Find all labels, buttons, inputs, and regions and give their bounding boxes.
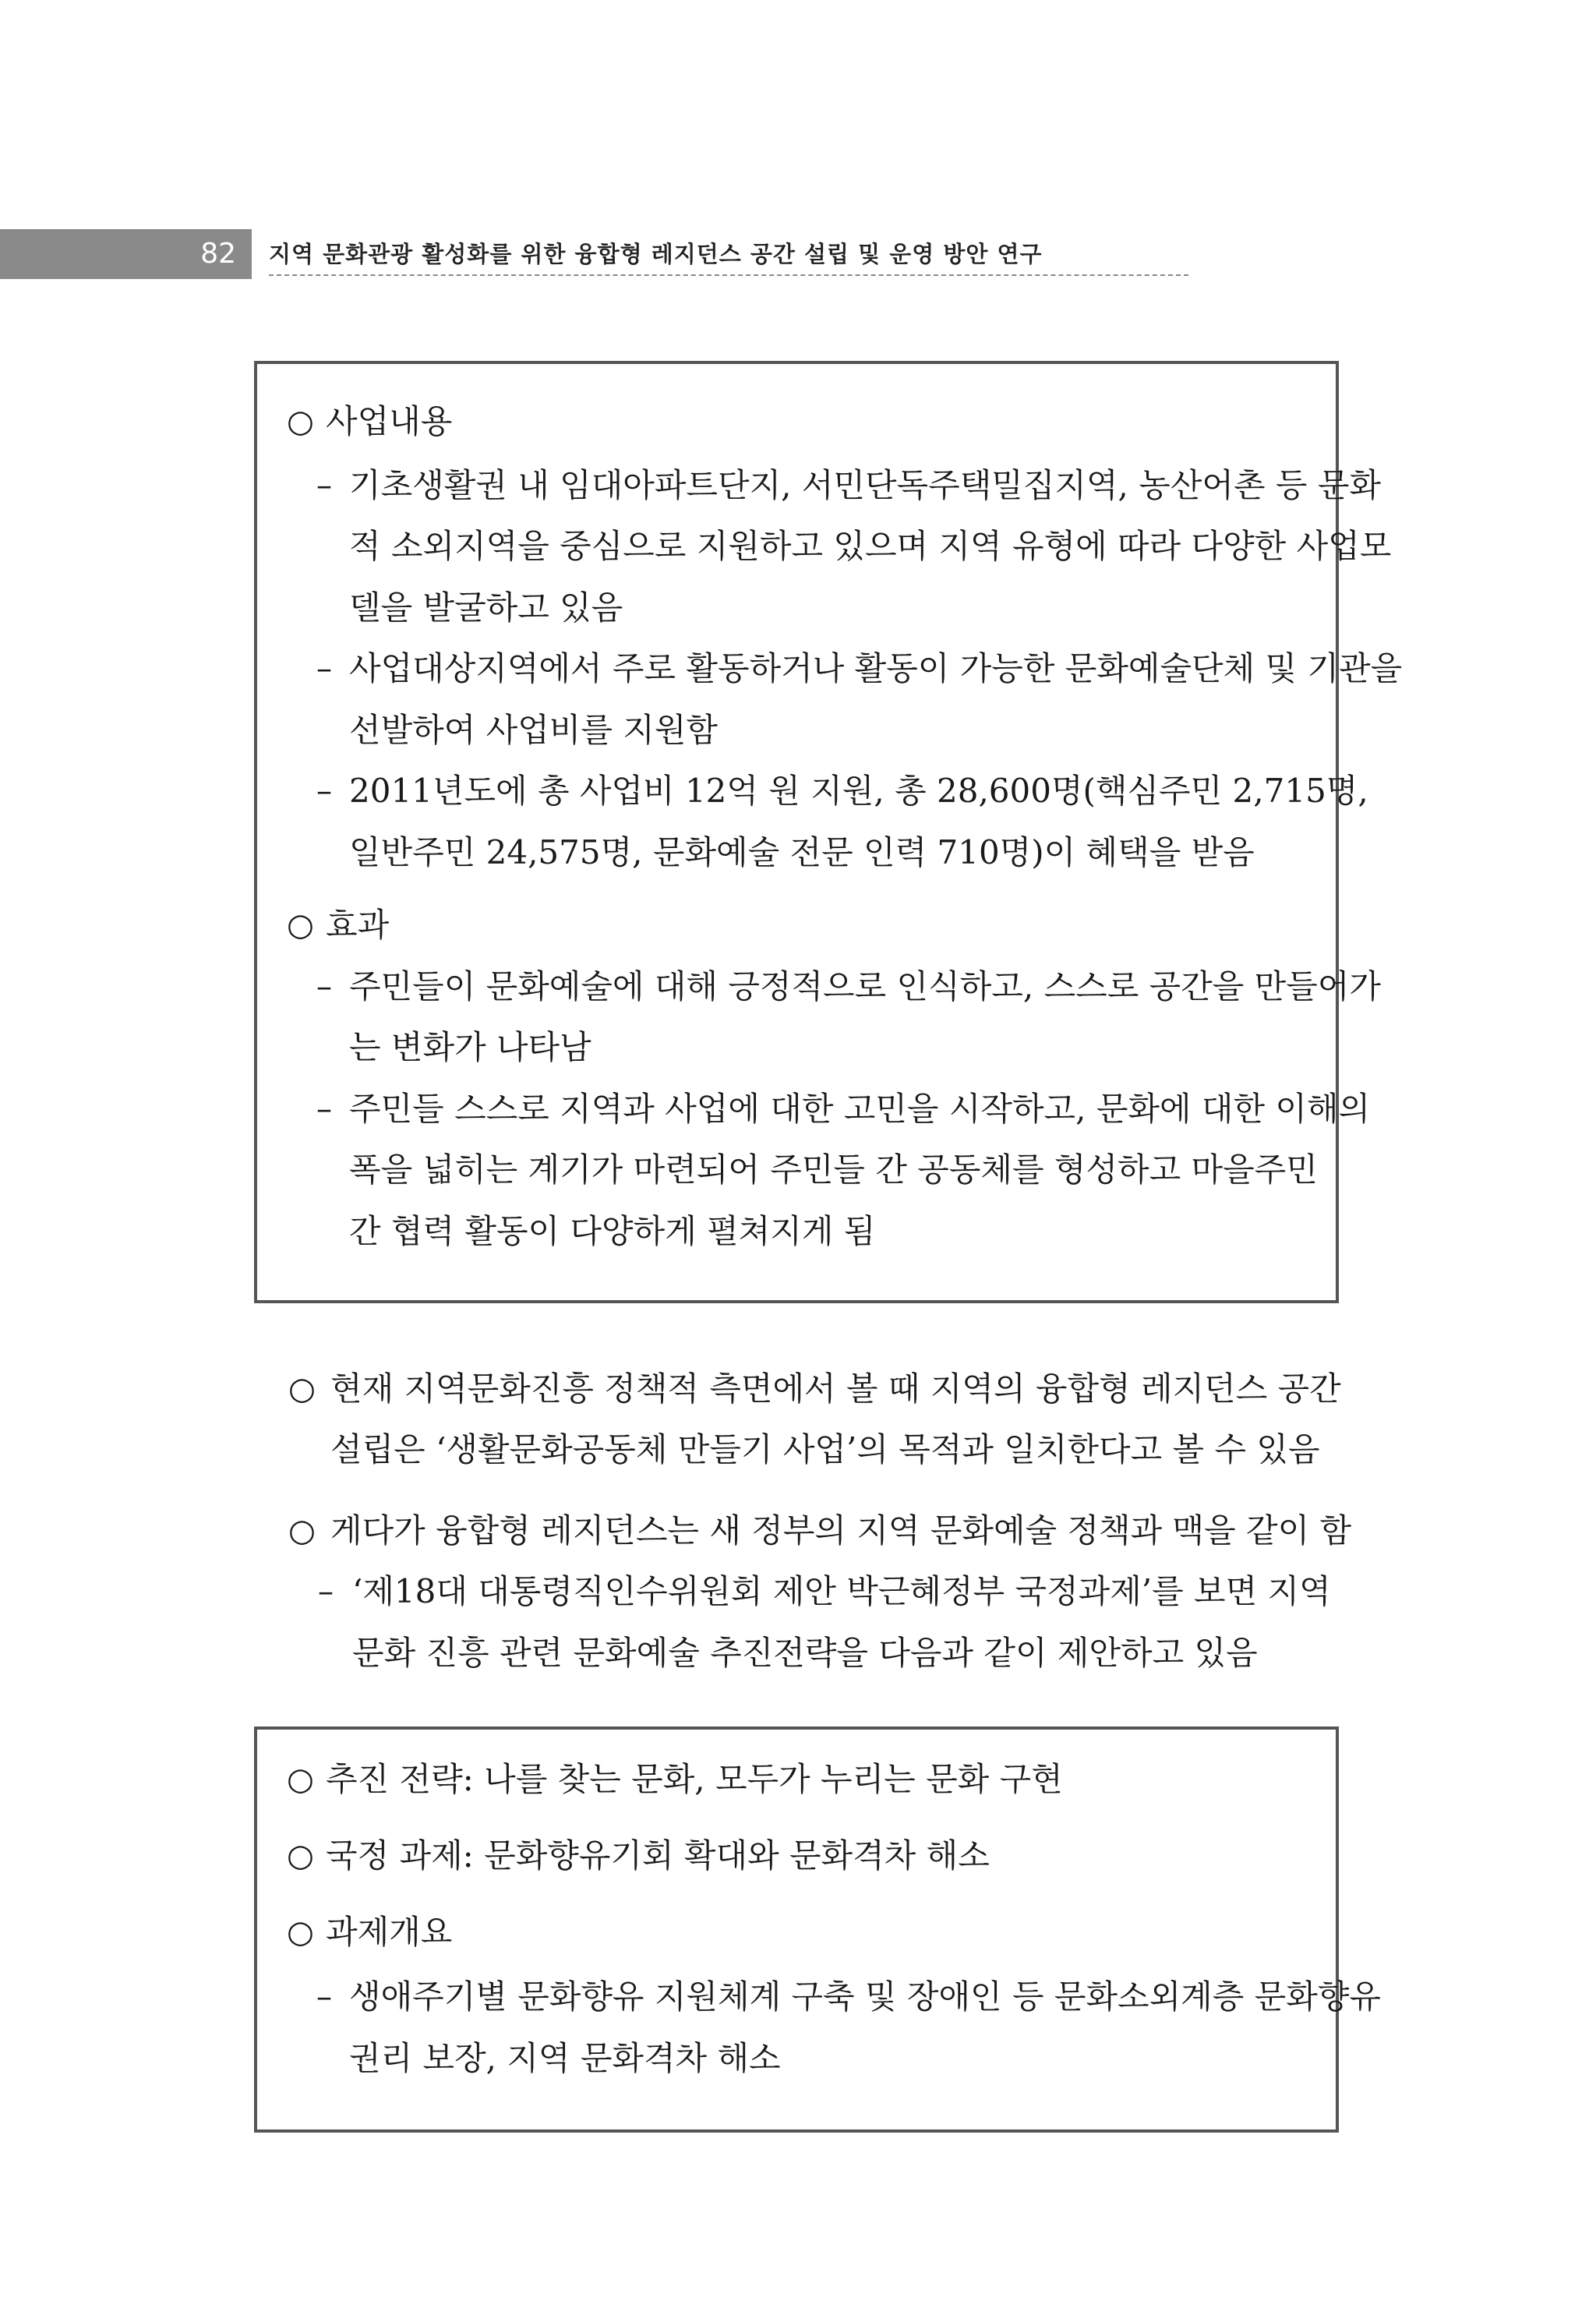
paragraph-line: 문화 진흥 관련 문화예술 추진전략을 다음과 같이 제안하고 있음: [352, 1634, 1258, 1672]
bullet-circle: ○: [287, 1838, 314, 1874]
section-heading: 효과: [326, 906, 390, 944]
paragraph-line: 생애주기별 문화향유 지원체계 구축 및 장애인 등 문화소외계층 문화향유: [349, 1977, 1381, 2016]
dash-marker: –: [316, 969, 332, 1005]
paragraph-line: 선발하여 사업비를 지원함: [349, 711, 718, 749]
paragraph-line: 기초생활권 내 임대아파트단지, 서민단독주택밀집지역, 농산어촌 등 문화: [349, 466, 1381, 504]
dash-marker: –: [316, 1091, 332, 1127]
paragraph-line: 주민들이 문화예술에 대해 긍정적으로 인식하고, 스스로 공간을 만들어가: [349, 967, 1381, 1005]
section-heading: 사업내용: [326, 402, 453, 440]
paragraph-line: 추진 전략: 나를 찾는 문화, 모두가 누리는 문화 구현: [326, 1760, 1063, 1798]
bullet-circle: ○: [288, 1513, 316, 1549]
running-title: 지역 문화관광 활성화를 위한 융합형 레지던스 공간 설립 및 운영 방안 연구: [269, 229, 1188, 276]
paragraph-line: 게다가 융합형 레지던스는 새 정부의 지역 문화예술 정책과 맥을 같이 함: [330, 1511, 1352, 1550]
dash-marker: –: [316, 468, 332, 504]
paragraph-line: 적 소외지역을 중심으로 지원하고 있으며 지역 유형에 따라 다양한 사업모: [349, 527, 1392, 565]
paragraph-line: 폭을 넓히는 계기가 마련되어 주민들 간 공동체를 형성하고 마을주민: [349, 1150, 1318, 1189]
paragraph-line: 주민들 스스로 지역과 사업에 대한 고민을 시작하고, 문화에 대한 이해의: [349, 1090, 1371, 1128]
bullet-circle: ○: [288, 1371, 316, 1407]
info-box-project: [254, 361, 1403, 1303]
section-heading: 과제개요: [326, 1913, 453, 1951]
dash-marker: –: [318, 1574, 334, 1610]
info-box-policy: [254, 1726, 1381, 2133]
dash-marker: –: [316, 773, 332, 809]
bullet-circle: ○: [287, 404, 314, 440]
page-header: [0, 229, 1192, 279]
paragraph-line: 권리 보장, 지역 문화격차 해소: [349, 2039, 781, 2077]
page-number: 82: [0, 229, 252, 279]
paragraph-line: 현재 지역문화진흥 정책적 측면에서 볼 때 지역의 융합형 레지던스 공간: [330, 1370, 1341, 1408]
paragraph-line: 는 변화가 나타남: [349, 1028, 591, 1066]
paragraph-line: 국정 과제: 문화향유기회 확대와 문화격차 해소: [326, 1836, 990, 1875]
bullet-circle: ○: [287, 1762, 314, 1797]
paragraph-line: ‘제18대 대통령직인수위원회 제안 박근혜정부 국정과제’를 보면 지역: [352, 1572, 1331, 1610]
dash-marker: –: [316, 1979, 332, 2015]
paragraph-line: 일반주민 24,575명, 문화예술 전문 인력 710명)이 혜택을 받음: [349, 833, 1255, 871]
paragraph-line: 간 협력 활동이 다양하게 펼쳐지게 됨: [349, 1212, 876, 1250]
bullet-circle: ○: [287, 907, 314, 943]
paragraph-line: 사업대상지역에서 주로 활동하거나 활동이 가능한 문화예술단체 및 기관을: [349, 649, 1403, 687]
paragraph-line: 설립은 ‘생활문화공동체 만들기 사업’의 목적과 일치한다고 볼 수 있음: [330, 1430, 1320, 1468]
paragraph-line: 2011년도에 총 사업비 12억 원 지원, 총 28,600명(핵심주민 2,715명,: [349, 772, 1368, 810]
paragraph-line: 델을 발굴하고 있음: [349, 588, 623, 627]
dash-marker: –: [316, 651, 332, 687]
bullet-circle: ○: [287, 1914, 314, 1950]
